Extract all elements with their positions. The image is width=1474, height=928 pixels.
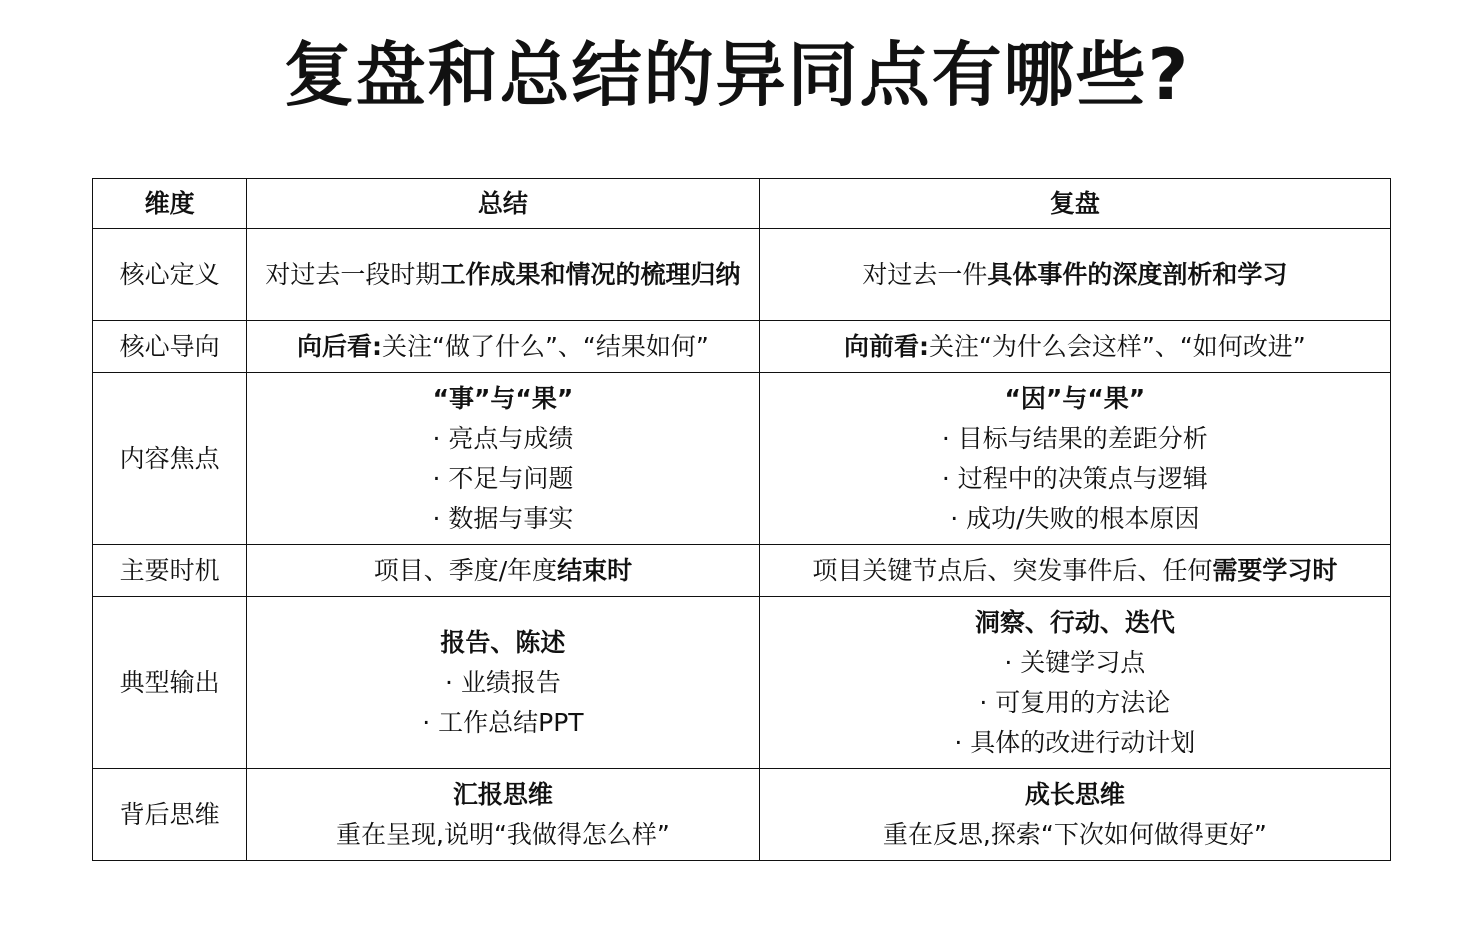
cell-text: 重在呈现,说明“我做得怎么样” [336,819,670,849]
comparison-table [92,178,1391,861]
summary-cell [247,597,760,769]
cell-text-bold: 工作成果和情况的梳理归纳 [440,259,741,289]
cell-text-bold: 具体事件的深度剖析和学习 [987,259,1288,289]
table-header-row [93,179,1391,229]
dimension-cell: 背后思维 [93,769,247,861]
summary-cell [247,545,760,597]
cell-heading: “事”与“果” [432,383,574,413]
list-item: · 过程中的决策点与逻辑 [941,463,1208,493]
cell-heading: 汇报思维 [452,779,553,809]
cell-text: 关注“为什么会这样”、“如何改进” [928,331,1306,361]
list-item: · 工作总结PPT [422,707,584,737]
table-row [93,597,1391,769]
cell-heading: 报告、陈述 [440,627,566,657]
cell-text: 项目关键节点后、突发事件后、任何 [812,555,1213,585]
cell-heading: 洞察、行动、迭代 [974,607,1175,637]
cell-text-bold: 向后看: [297,331,383,361]
review-cell [759,769,1390,861]
cell-text: 对过去一件 [862,259,988,289]
cell-text: 对过去一段时期 [265,259,441,289]
dimension-cell: 主要时机 [93,545,247,597]
dimension-cell: 核心导向 [93,321,247,373]
list-item: · 不足与问题 [432,463,574,493]
header-dimension: 维度 [93,179,247,229]
cell-text-bold: 向前看: [843,331,929,361]
header-summary: 总结 [247,179,760,229]
cell-text-bold: 结束时 [557,555,633,585]
table-row [93,373,1391,545]
table-row [93,769,1391,861]
list-item: · 关键学习点 [1004,647,1146,677]
list-item: · 具体的改进行动计划 [954,727,1196,757]
review-cell [759,229,1390,321]
summary-cell [247,373,760,545]
cell-text: 重在反思,探索“下次如何做得更好” [882,819,1267,849]
page-title: 复盘和总结的异同点有哪些? [283,34,1191,116]
table-row [93,229,1391,321]
review-cell [759,597,1390,769]
cell-heading: 成长思维 [1024,779,1125,809]
cell-heading: “因”与“果” [1004,383,1146,413]
list-item: · 数据与事实 [432,503,574,533]
table-row [93,321,1391,373]
cell-text-bold: 需要学习时 [1212,555,1338,585]
summary-cell [247,229,760,321]
table-row [93,545,1391,597]
review-cell [759,321,1390,373]
list-item: · 成功/失败的根本原因 [950,503,1200,533]
cell-text: 关注“做了什么”、“结果如何” [382,331,709,361]
dimension-cell: 内容焦点 [93,373,247,545]
cell-text: 项目、季度/年度 [373,555,558,585]
list-item: · 目标与结果的差距分析 [941,423,1208,453]
review-cell [759,373,1390,545]
summary-cell [247,321,760,373]
summary-cell [247,769,760,861]
dimension-cell: 核心定义 [93,229,247,321]
list-item: · 亮点与成绩 [432,423,574,453]
list-item: · 业绩报告 [444,667,561,697]
dimension-cell: 典型输出 [93,597,247,769]
review-cell [759,545,1390,597]
header-review: 复盘 [759,179,1390,229]
list-item: · 可复用的方法论 [979,687,1171,717]
